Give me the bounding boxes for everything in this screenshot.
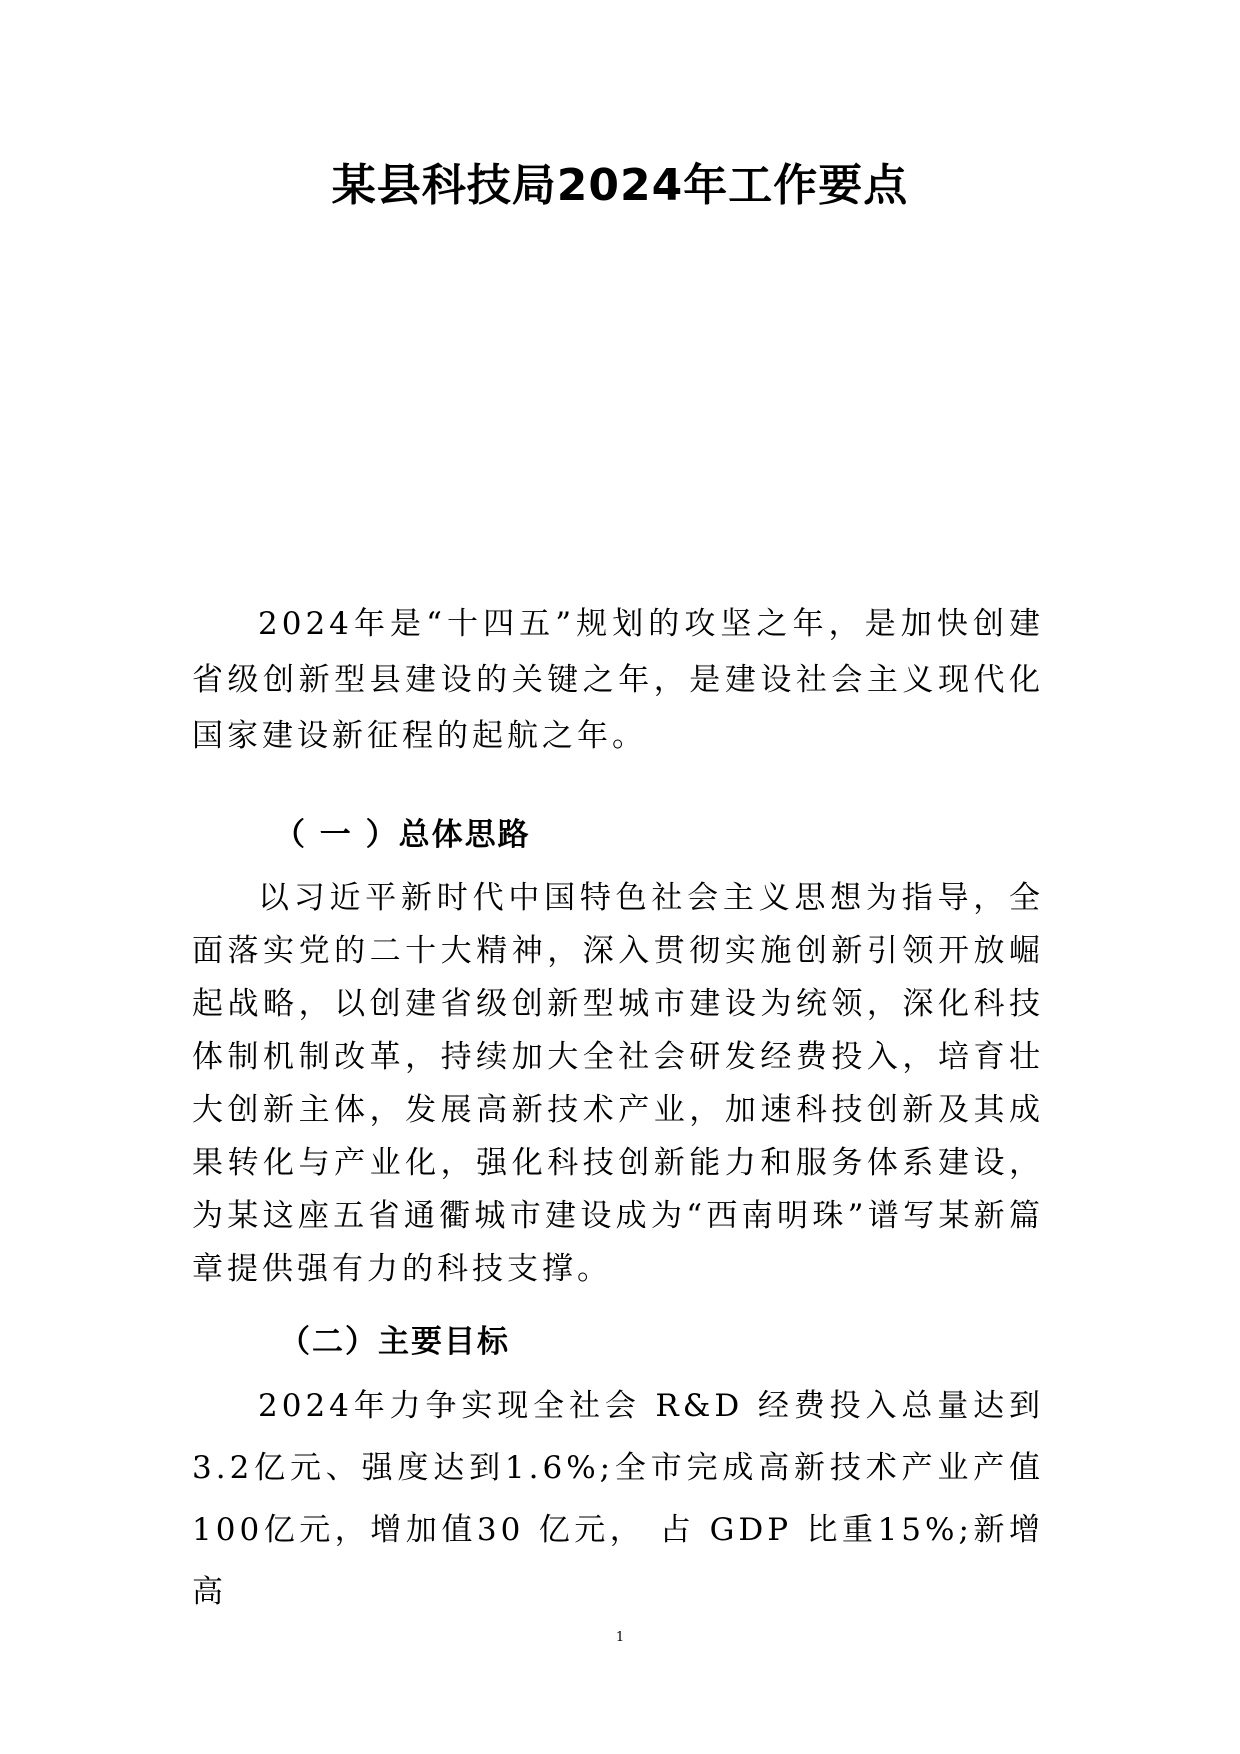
document-title: 某县科技局2024年工作要点 [331, 160, 909, 211]
section-heading-main-goals: （二）主要目标 [279, 1324, 510, 1360]
section-paragraph-overall-approach: 以习近平新时代中国特色社会主义思想为指导，全面落实党的二十大精神，深入贯彻实施创新引领开放崛起战略，以创建省级创新型城市建设为统领，深化科技体制机制改革，持续加大全社会研发经费投入，培育壮大创新主体，发展高新技术产业，加速科技创新及其成果转化与产业化，强化科技创新能力和服务体系建设，为某这座五省通衢城市建设成为“西南明珠”谱写某新篇章提供强有力的科技支撑。 [192, 880, 1044, 1287]
intro-paragraph: 2024年是“十四五”规划的攻坚之年，是加快创建 省级创新型县建设的关键之年，是建设社会主义现代化国家建设新征程的起航之年。 [192, 606, 1044, 754]
section-heading-overall-approach: （ 一 ）总体思路 [274, 817, 531, 853]
page-number: 1 [615, 1630, 625, 1645]
section-paragraph-main-goals: 2024年力争实现全社会 R&D 经费投入总量达到3.2亿元、强度达到1.6%;全市完成高新技术产业产值100亿元，增加值30 亿元， 占 GDP 比重15%;新增高 [192, 1388, 1044, 1610]
